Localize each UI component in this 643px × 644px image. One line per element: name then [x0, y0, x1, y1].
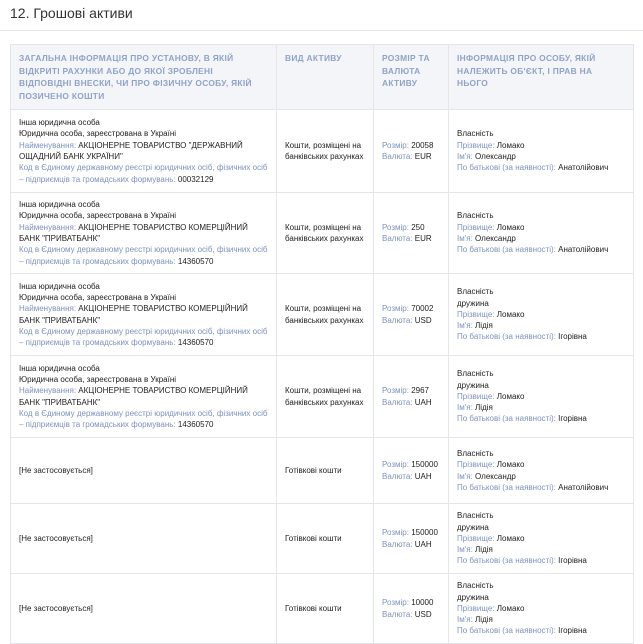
owner-surname: Ломако	[496, 140, 525, 150]
ownership-right: дружина	[457, 522, 489, 532]
asset-size: 2967	[411, 386, 429, 396]
cell-asset-type	[277, 193, 374, 274]
institution-name-line	[19, 140, 268, 163]
field-label: Розмір:	[382, 222, 409, 232]
cell-owner	[449, 504, 634, 574]
field-label: Ім'я:	[457, 471, 473, 481]
institution-code-line	[19, 326, 268, 349]
owner-firstname: Лідія	[475, 321, 493, 331]
field-label: Ім'я:	[457, 152, 473, 161]
field-label: Прізвище:	[457, 533, 495, 543]
owner-patronymic: Ігорівна	[558, 556, 587, 566]
field-label: Найменування:	[19, 304, 77, 314]
asset-type: Готівкові кошти	[285, 603, 342, 613]
header-asset-type: ВИД АКТИВУ	[277, 45, 374, 110]
header-institution-info: ЗАГАЛЬНА ІНФОРМАЦІЯ ПРО УСТАНОВУ, В ЯКІЙ ВІДКРИТІ РАХУНКИ АБО ДО ЯКОЇ ЗРОБЛЕНІ ВІДПОВІДНІ ВНЕСКИ, ЧИ ПРО ФІЗИЧНУ ОСОБУ, ЯКІЙ ПОЗИЧЕНО КОШТИ	[11, 45, 277, 110]
owner-patronymic: Анатолійович	[558, 245, 609, 255]
cell-asset-type	[277, 438, 374, 504]
owner-surname: Ломако	[496, 222, 525, 232]
cell-owner	[449, 110, 634, 193]
owner-patronymic: Анатолійович	[558, 482, 609, 492]
field-label: По батькові (за наявності):	[457, 626, 556, 636]
ownership-right: Власність	[457, 369, 494, 379]
cell-owner	[449, 274, 634, 356]
cell-asset-type	[277, 274, 374, 356]
field-label: Ім'я:	[457, 234, 473, 243]
ownership-right: Власність	[457, 211, 494, 221]
field-label: Ім'я:	[457, 545, 473, 555]
institution-registration: Юридична особа, зареєстрована в Україні	[19, 211, 177, 221]
owner-firstname: Лідія	[475, 403, 493, 413]
field-label: Ім'я:	[457, 403, 473, 413]
field-label: Прізвище:	[457, 460, 495, 470]
cell-asset-type	[277, 110, 374, 193]
institution-not-applicable: [Не застосовується]	[19, 603, 93, 613]
field-label: Прізвище:	[457, 140, 495, 150]
field-label: Прізвище:	[457, 222, 495, 232]
cell-owner	[449, 438, 634, 504]
table-row	[11, 356, 634, 438]
owner-firstname: Олександр	[475, 471, 516, 481]
field-label: По батькові (за наявності):	[457, 482, 556, 492]
cell-size	[374, 193, 449, 274]
asset-currency: EUR	[414, 152, 432, 161]
institution-code-line	[19, 244, 268, 267]
field-label: Валюта:	[382, 397, 413, 407]
ownership-right: Власність	[457, 287, 494, 297]
cell-size	[374, 356, 449, 438]
asset-size: 10000	[411, 598, 434, 608]
cell-institution	[11, 438, 277, 504]
table-header-row	[11, 45, 634, 110]
table-row	[11, 438, 634, 504]
cell-institution	[11, 356, 277, 438]
asset-size: 70002	[411, 304, 434, 314]
ownership-right: Власність	[457, 129, 494, 139]
cell-size	[374, 574, 449, 644]
field-label: По батькові (за наявності):	[457, 332, 556, 342]
field-label: Ім'я:	[457, 615, 473, 625]
field-label: Розмір:	[382, 528, 409, 538]
cell-size	[374, 504, 449, 574]
institution-code: 14360570	[177, 420, 214, 430]
institution-code-line	[19, 162, 268, 185]
owner-firstname: Лідія	[475, 615, 493, 625]
field-label: Валюта:	[382, 315, 413, 325]
header-size-currency: РОЗМІР ТА ВАЛЮТА АКТИВУ	[374, 45, 449, 110]
cell-owner	[449, 193, 634, 274]
cell-size	[374, 274, 449, 356]
asset-currency: EUR	[414, 234, 432, 243]
cash-assets-table	[10, 44, 634, 644]
owner-patronymic: Ігорівна	[558, 414, 587, 424]
field-label: Прізвище:	[457, 391, 495, 401]
cell-institution	[11, 110, 277, 193]
cell-institution	[11, 504, 277, 574]
asset-currency: USD	[414, 609, 432, 619]
header-owner-info: ІНФОРМАЦІЯ ПРО ОСОБУ, ЯКІЙ НАЛЕЖИТЬ ОБ'ЄКТ, І ПРАВ НА НЬОГО	[449, 45, 634, 110]
section-title: 12. Грошові активи	[10, 5, 133, 21]
owner-surname: Ломако	[496, 460, 525, 470]
institution-name: АКЦІОНЕРНЕ ТОВАРИСТВО "ДЕРЖАВНИЙ ОЩАДНИЙ БАНК УКРАЇНИ"	[19, 140, 243, 161]
owner-firstname: Олександр	[475, 234, 516, 243]
field-label: Розмір:	[382, 598, 409, 608]
asset-type: Кошти, розміщені на банківських рахунках	[285, 140, 364, 161]
cell-owner	[449, 356, 634, 438]
institution-type: Інша юридична особа	[19, 118, 100, 128]
title-divider	[0, 30, 643, 31]
field-label: Код в Єдиному державному реєстрі юридичних осіб, фізичних осіб – підприємців та громадських формувань:	[19, 408, 268, 430]
institution-name: АКЦІОНЕРНЕ ТОВАРИСТВО КОМЕРЦІЙНИЙ БАНК "ПРИВАТБАНК"	[19, 222, 248, 243]
cell-institution	[11, 193, 277, 274]
institution-registration: Юридична особа, зареєстрована в Україні	[19, 374, 177, 384]
field-label: Валюта:	[382, 539, 413, 549]
asset-type: Готівкові кошти	[285, 533, 342, 543]
owner-patronymic: Анатолійович	[558, 163, 609, 173]
field-label: Код в Єдиному державному реєстрі юридичних осіб, фізичних осіб – підприємців та громадських формувань:	[19, 326, 268, 348]
institution-registration: Юридична особа, зареєстрована в Україні	[19, 292, 177, 302]
asset-currency: USD	[414, 315, 432, 325]
asset-type: Кошти, розміщені на банківських рахунках	[285, 222, 364, 243]
field-label: Прізвище:	[457, 603, 495, 613]
owner-surname: Ломако	[496, 603, 525, 613]
institution-name-line	[19, 303, 268, 326]
table-row	[11, 504, 634, 574]
field-label: Розмір:	[382, 140, 409, 150]
institution-code: 00032129	[177, 174, 214, 184]
cell-owner	[449, 574, 634, 644]
field-label: Розмір:	[382, 460, 409, 470]
cell-asset-type	[277, 574, 374, 644]
institution-type: Інша юридична особа	[19, 200, 100, 210]
field-label: По батькові (за наявності):	[457, 245, 556, 255]
institution-code: 14360570	[177, 256, 214, 266]
ownership-right: дружина	[457, 380, 489, 390]
field-label: Прізвище:	[457, 309, 495, 319]
institution-registration: Юридична особа, зареєстрована в Україні	[19, 129, 177, 139]
field-label: Ім'я:	[457, 321, 473, 331]
cell-asset-type	[277, 504, 374, 574]
owner-surname: Ломако	[496, 533, 525, 543]
owner-firstname: Лідія	[475, 545, 493, 555]
asset-currency: UAH	[414, 397, 432, 407]
field-label: Найменування:	[19, 222, 77, 232]
institution-not-applicable: [Не застосовується]	[19, 533, 93, 543]
field-label: По батькові (за наявності):	[457, 414, 556, 424]
ownership-right: дружина	[457, 298, 489, 308]
institution-name-line	[19, 385, 268, 408]
asset-size: 250	[411, 222, 425, 232]
institution-not-applicable: [Не застосовується]	[19, 465, 93, 475]
field-label: По батькові (за наявності):	[457, 163, 556, 173]
field-label: Найменування:	[19, 140, 77, 150]
institution-type: Інша юридична особа	[19, 281, 100, 291]
field-label: Валюта:	[382, 234, 413, 243]
institution-type: Інша юридична особа	[19, 363, 100, 373]
owner-patronymic: Ігорівна	[558, 332, 587, 342]
asset-type: Кошти, розміщені на банківських рахунках	[285, 304, 364, 325]
asset-size: 20058	[411, 140, 434, 150]
asset-size: 150000	[411, 528, 438, 538]
field-label: Найменування:	[19, 386, 77, 396]
field-label: Валюта:	[382, 471, 413, 481]
owner-surname: Ломако	[496, 391, 525, 401]
field-label: По батькові (за наявності):	[457, 556, 556, 566]
institution-code-line	[19, 408, 268, 431]
field-label: Валюта:	[382, 152, 413, 161]
field-label: Код в Єдиному державному реєстрі юридичних осіб, фізичних осіб – підприємців та громадських формувань:	[19, 245, 268, 266]
owner-patronymic: Ігорівна	[558, 626, 587, 636]
cell-asset-type	[277, 356, 374, 438]
owner-firstname: Олександр	[475, 152, 516, 161]
cell-size	[374, 110, 449, 193]
cell-size	[374, 438, 449, 504]
institution-name: АКЦІОНЕРНЕ ТОВАРИСТВО КОМЕРЦІЙНИЙ БАНК "ПРИВАТБАНК"	[19, 386, 248, 407]
institution-code: 14360570	[177, 338, 214, 348]
cell-institution	[11, 274, 277, 356]
field-label: Розмір:	[382, 304, 409, 314]
asset-type: Готівкові кошти	[285, 465, 342, 475]
table-row	[11, 110, 634, 193]
asset-currency: UAH	[414, 471, 432, 481]
table-row	[11, 574, 634, 644]
table-row	[11, 274, 634, 356]
owner-surname: Ломако	[496, 309, 525, 319]
institution-name: АКЦІОНЕРНЕ ТОВАРИСТВО КОМЕРЦІЙНИЙ БАНК "ПРИВАТБАНК"	[19, 304, 248, 325]
field-label: Код в Єдиному державному реєстрі юридичних осіб, фізичних осіб – підприємців та громадських формувань:	[19, 163, 268, 184]
field-label: Валюта:	[382, 609, 413, 619]
ownership-right: дружина	[457, 592, 489, 602]
asset-size: 150000	[411, 460, 438, 470]
institution-name-line	[19, 222, 268, 245]
ownership-right: Власність	[457, 511, 494, 521]
field-label: Розмір:	[382, 386, 409, 396]
asset-type: Кошти, розміщені на банківських рахунках	[285, 386, 364, 407]
cell-institution	[11, 574, 277, 644]
ownership-right: Власність	[457, 448, 494, 458]
table-row	[11, 193, 634, 274]
asset-currency: UAH	[414, 539, 432, 549]
ownership-right: Власність	[457, 581, 494, 591]
